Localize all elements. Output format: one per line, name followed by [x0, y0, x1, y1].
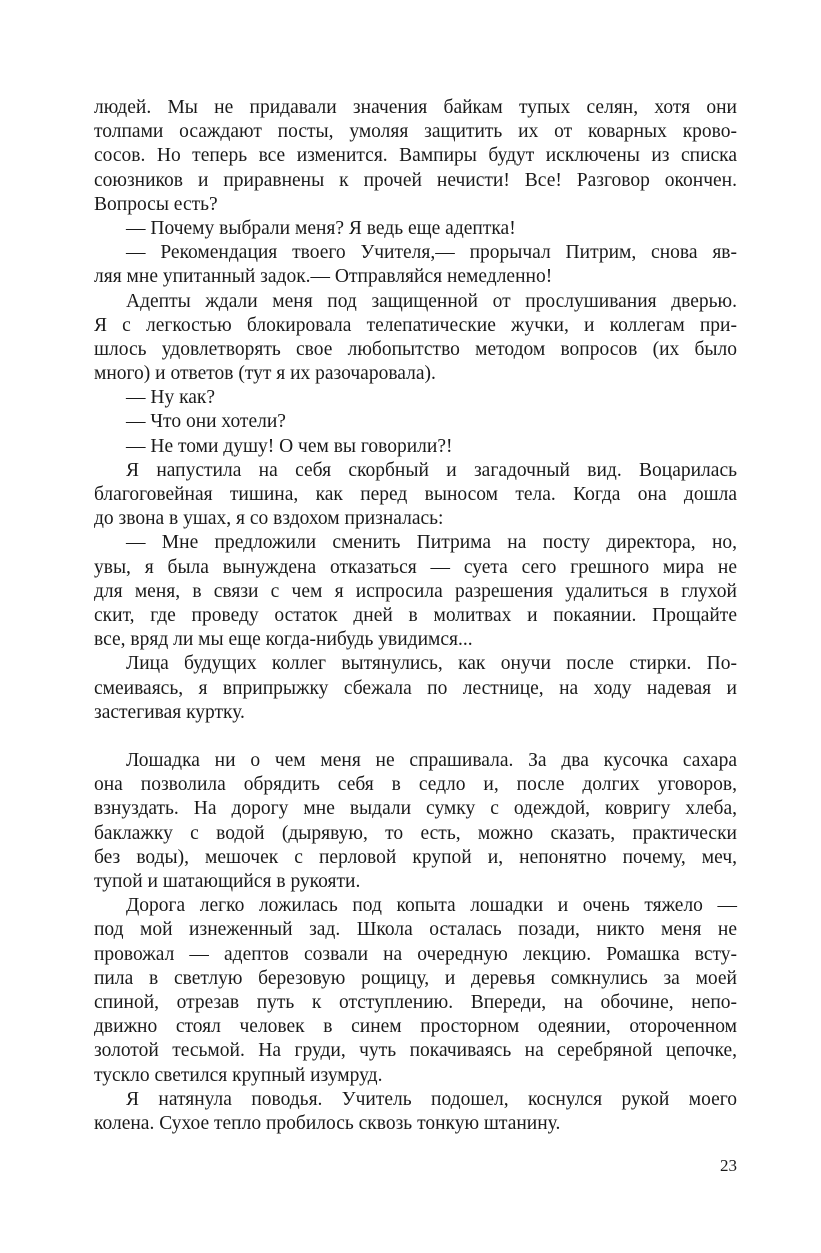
text-line: людей. Мы не придавали значения байкам тупых селян, хотя они [94, 97, 737, 118]
text-line: без воды), мешочек с перловой крупой и, непонятно почему, меч, [94, 846, 737, 868]
text-line: толпами осаждают посты, умоляя защитить их от коварных крово- [94, 121, 737, 143]
text-line: союзников и приравнены к прочей нечисти! Все! Разговор окончен. [94, 169, 737, 191]
text-line: шлось удовлетворять свое любопытство методом вопросов (их было [94, 338, 737, 360]
text-line: — Рекомендация твоего Учителя,— прорычал Питрим, снова яв- [126, 242, 737, 264]
text-line: взнуздать. На дорогу мне выдали сумку с одеждой, ковригу хлеба, [94, 798, 737, 820]
text-line: движно стоял человек в синем просторном одеянии, отороченном [94, 1016, 737, 1038]
text-line: — Ну как? [126, 387, 216, 409]
text-line: Адепты ждали меня под защищенной от прослушивания дверью. [126, 290, 737, 312]
text-line: много) и ответов (тут я их разочаровала). [94, 363, 436, 385]
text-line: тускло светился крупный изумруд. [94, 1064, 383, 1086]
text-line: сосов. Но теперь все изменится. Вампиры будут исключены из списка [94, 145, 737, 167]
page-number: 23 [720, 1156, 737, 1175]
text-line: Я с легкостью блокировала телепатические жучки, и коллегам при- [94, 314, 737, 336]
text-line: — Почему выбрали меня? Я ведь еще адептка! [126, 217, 516, 239]
text-line: она позволила обрядить себя в седло и, после долгих уговоров, [94, 774, 737, 796]
text-line: увы, я была вынуждена отказаться — суета сего грешного мира не [94, 556, 737, 578]
text-line: Лошадка ни о чем меня не спрашивала. За два кусочка сахара [126, 750, 737, 772]
text-line: все, вряд ли мы еще когда-нибудь увидимся... [94, 629, 473, 651]
text-line: до звона в ушах, я со вздохом призналась: [94, 508, 444, 530]
text-line: Лица будущих коллег вытянулись, как онучи после стирки. По- [126, 653, 737, 675]
text-line: смеиваясь, я вприпрыжку сбежала по лестнице, на ходу надевая и [94, 677, 737, 699]
text-line: благоговейная тишина, как перед выносом тела. Когда она дошла [94, 484, 737, 505]
text-line: Дорога легко ложилась под копыта лошадки и очень тяжело — [126, 895, 737, 917]
text-line: под мой изнеженный зад. Школа осталась позади, никто меня не [94, 919, 737, 941]
text-line: скит, где проведу остаток дней в молитвах и покаянии. Прощайте [94, 604, 737, 626]
text-line: застегивая куртку. [94, 701, 245, 723]
text-line: ляя мне упитанный задок.— Отправляйся немедленно! [94, 266, 553, 288]
text-line: Вопросы есть? [94, 193, 218, 215]
text-line: тупой и шатающийся в рукояти. [94, 871, 361, 892]
text-line: Я натянула поводья. Учитель подошел, коснулся рукой моего [126, 1088, 737, 1110]
text-line: для меня, в связи с чем я испросила разрешения удалиться в глухой [94, 580, 737, 602]
text-line: пила в светлую березовую рощицу, и деревья сомкнулись за моей [94, 967, 737, 989]
section-break [94, 725, 737, 749]
text-line: — Не томи душу! О чем вы говорили?! [126, 435, 453, 457]
text-line: провожал — адептов созвали на очередную лекцию. Ромашка всту- [94, 943, 737, 965]
text-line: — Мне предложили сменить Питрима на посту директора, но, [126, 532, 737, 554]
book-page-text [94, 96, 737, 1136]
text-line: Я напустила на себя скорбный и загадочный вид. Воцарилась [126, 459, 737, 481]
text-line: баклажку с водой (дырявую, то есть, можно сказать, практически [94, 822, 737, 844]
text-line: золотой тесьмой. На груди, чуть покачиваясь на серебряной цепочке, [94, 1040, 737, 1062]
text-line: — Что они хотели? [126, 411, 286, 433]
text-line: спиной, отрезав путь к отступлению. Впереди, на обочине, непо- [94, 991, 737, 1013]
text-line: колена. Сухое тепло пробилось сквозь тонкую штанину. [94, 1112, 561, 1134]
